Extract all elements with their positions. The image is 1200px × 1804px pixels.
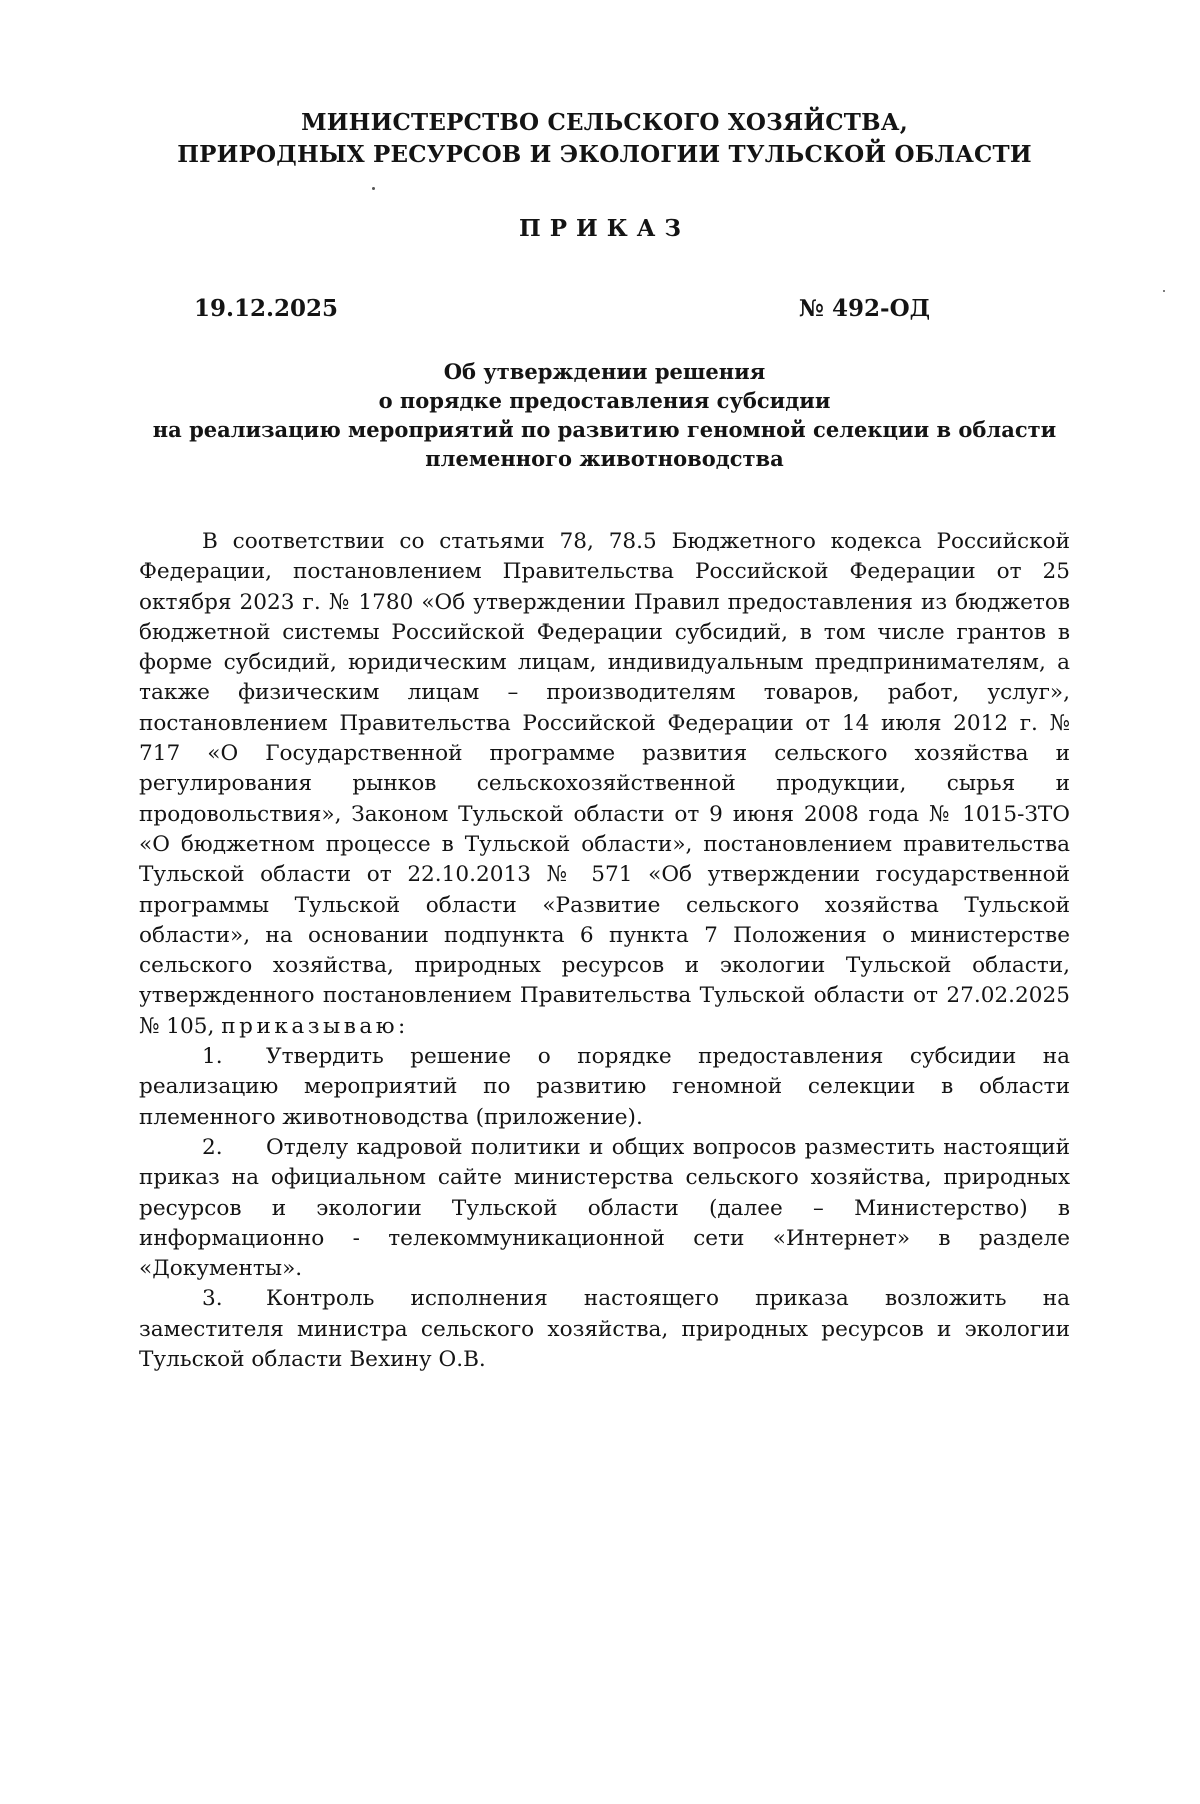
order-body [139,527,1070,1375]
subject-line-1: Об утверждении решения [443,359,766,384]
ministry-name [139,107,1070,171]
item-number: 1. [202,1044,223,1070]
order-title: ПРИКАЗ [519,215,690,242]
scan-speck [1163,290,1165,292]
order-date: 19.12.2025 [194,295,339,322]
item-text: Отделу кадровой политики и общих вопросов разместить настоящий приказ на официальном сайте министерства сельского хозяйства, природных ресурсов и экологии Тульской области (далее – Министерство) в информационно - телекоммуникационной сети «Интернет» в разделе «Документы». [139,1134,1070,1282]
subject-line-4: племенного животноводства [425,446,784,471]
preamble-paragraph [139,527,1070,1042]
item-number: 3. [202,1286,223,1312]
item-number: 2. [202,1134,223,1160]
ministry-line-2: ПРИРОДНЫХ РЕСУРСОВ И ЭКОЛОГИИ ТУЛЬСКОЙ ОБЛАСТИ [177,141,1032,168]
order-item-2 [139,1133,1070,1284]
document-page [0,107,1200,1804]
item-text: Контроль исполнения настоящего приказа возложить на заместителя министра сельского хозяйства, природных ресурсов и экологии Тульской области Вехину О.В. [139,1286,1070,1373]
order-item-1 [139,1042,1070,1133]
order-word: приказываю: [221,1013,409,1039]
item-text: Утвердить решение о порядке предоставления субсидии на реализацию мероприятий по развитию геномной селекции в области племенного животноводства (приложение). [139,1044,1070,1130]
preamble-text: В соответствии со статьями 78, 78.5 Бюджетного кодекса Российской Федерации, постановлением Правительства Российской Федерации от 25 октября 2023 г. № 1780 «Об утверждении Правил предоставления из бюджетов бюджетной системы Российской Федерации субсидий, в том числе грантов в форме субсидий, юридическим лицам, индивидуальным предпринимателям, а также физическим лицам – производителям товаров, работ, услуг», постановлением Правительства Российской Федерации от 14 июля 2012 г. № 717 «О Государственной программе развития сельского хозяйства и регулирования рынков сельскохозяйственной продукции, сырья и продовольствия», Законом Тульской области от 9 июня 2008 года № 1015-ЗТО «О бюджетном процессе в Тульской области», постановлением правительства Тульской области от 22.10.2013 № 571 «Об утверждении государственной программы Тульской области «Развитие сельского хозяйства Тульской области», на основании подпункта 6 пункта 7 Положения о министерстве сельского хозяйства, природных ресурсов и экологии Тульской области, утвержденного постановлением Правительства Тульской области от 27.02.2025 № 105, [139,529,1070,1039]
ministry-line-1: МИНИСТЕРСТВО СЕЛЬСКОГО ХОЗЯЙСТВА, [301,109,908,136]
order-meta [139,293,1070,325]
subject-line-2: о порядке предоставления субсидии [378,388,831,413]
order-item-3 [139,1284,1070,1375]
order-subject [139,357,1070,473]
order-number: № 492-ОД [799,295,931,322]
scan-speck [372,187,375,190]
subject-line-3: на реализацию мероприятий по развитию геномной селекции в области [152,417,1057,442]
